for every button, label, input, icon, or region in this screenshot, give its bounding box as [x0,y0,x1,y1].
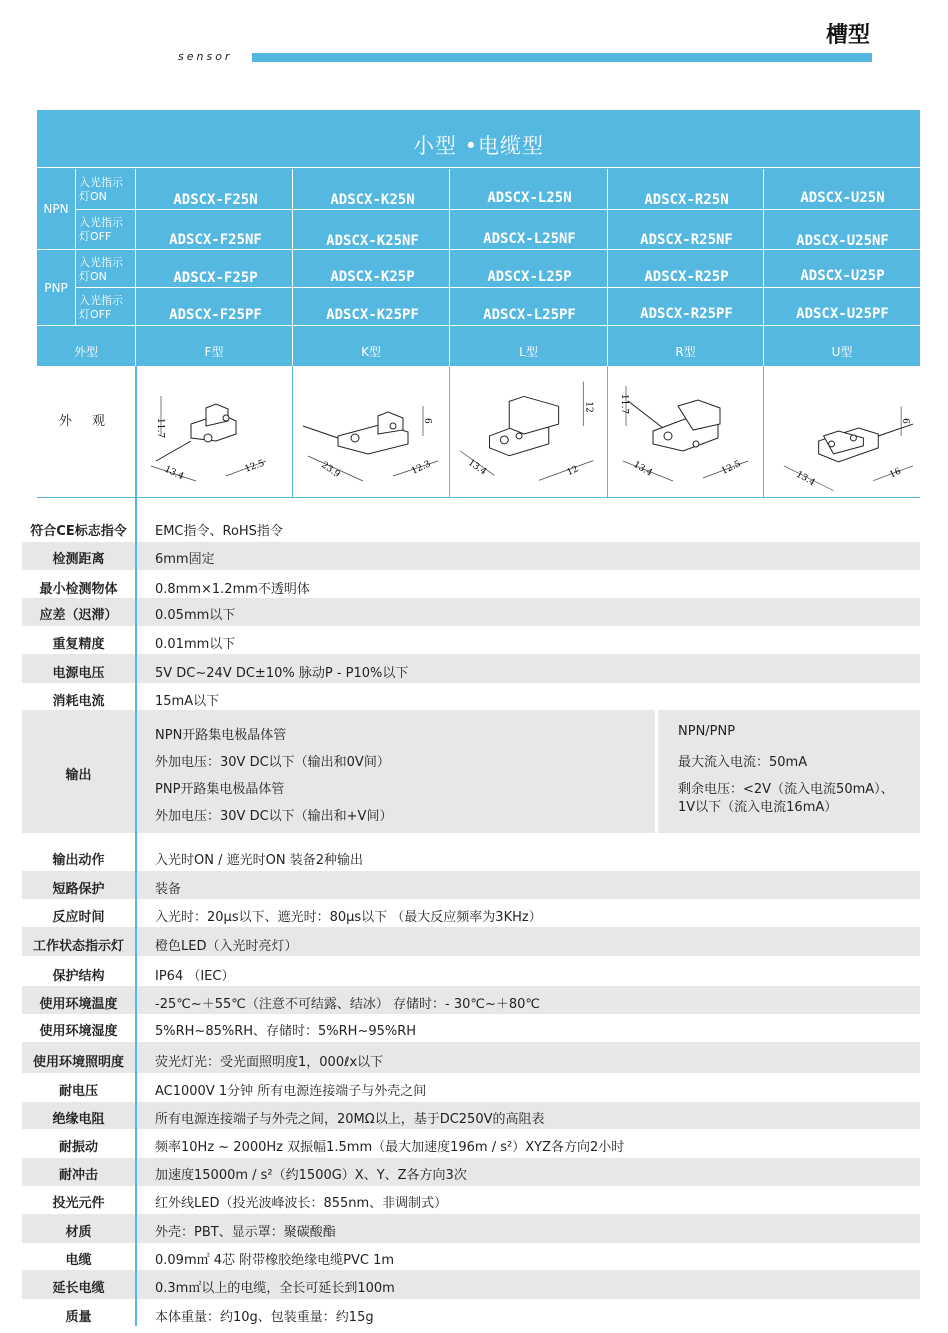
svg-text:6: 6 [422,418,432,424]
state-on-label-npn: 入光指示 灯ON [79,176,123,203]
spec-value: 0.3m㎡以上的电缆，全长可延长到100m [155,1281,395,1296]
spec-value: 外壳：PBT、显示罩：聚碳酸酯 [155,1225,336,1240]
spec-value: 加速度15000m / s²（约1500G）X、Y、Z各方向3次 [155,1168,467,1183]
shape-label: F型 [204,345,224,359]
output-right-panel [655,710,920,833]
model-cell: ADSCX-L25PF [483,307,576,323]
spec-label: 保护结构 [52,969,105,984]
spec-label: 绝缘电阻 [52,1112,105,1127]
svg-text:12: 12 [583,401,594,413]
svg-text:12.3: 12.3 [410,459,433,477]
spec-value: 0.01mm以下 [155,637,236,652]
model-cell: ADSCX-F25NF [169,232,262,248]
spec-label: 应差（迟滞） [39,608,118,623]
spec-label: 工作状态指示灯 [32,939,124,954]
shape-label: K型 [361,345,381,359]
spec-row [22,986,920,1014]
spec-row [22,871,920,899]
spec-row [22,683,920,710]
spec-row [22,1042,920,1073]
output-text: 1V以下（流入电流16mA） [678,800,838,815]
spec-value: 装备 [155,882,182,897]
svg-text:12: 12 [565,464,580,479]
spec-row [22,1073,920,1102]
spec-row [22,570,920,598]
spec-row [22,1243,920,1270]
spec-row [22,899,920,927]
model-cell: ADSCX-R25P [644,269,729,285]
pnp-label: PNP [44,280,68,295]
spec-row [22,514,920,542]
spec-value: 5V DC~24V DC±10% 脉动P - P10%以下 [155,666,409,681]
model-cell: ADSCX-U25P [800,268,885,284]
spec-value: 橙色LED（入光时亮灯） [155,939,298,954]
state-on-label-pnp: 入光指示 灯ON [79,256,123,283]
u-type-drawing [763,366,919,498]
table-divider-line [135,366,137,1326]
spec-label: 反应时间 [52,910,105,925]
spec-label: 使用环境温度 [39,997,118,1012]
spec-value: 所有电源连接端子与外壳之间，20MΩ以上，基于DC250V的高阻表 [155,1112,545,1127]
k-type-drawing [292,366,448,498]
spec-value: 本体重量：约10g、包装重量：约15g [155,1310,374,1325]
output-text: NPN开路集电极晶体管 [155,728,287,743]
spec-value: 入光时ON / 遮光时ON 装备2种输出 [155,853,363,868]
svg-text:13.4: 13.4 [466,457,488,478]
spec-label: 电源电压 [52,666,105,681]
spec-label: 短路保护 [52,882,105,897]
spec-value: 15mA以下 [155,694,220,709]
model-cell: ADSCX-L25N [487,190,572,206]
model-cell: ADSCX-K25N [330,192,415,208]
model-cell: ADSCX-F25P [173,270,258,286]
spec-row [22,654,920,683]
shape-label: L型 [519,345,538,359]
svg-text:13.4: 13.4 [162,464,186,483]
spec-row [22,1129,920,1158]
page-title: 槽型 [825,23,870,48]
model-cell: ADSCX-R25PF [640,306,733,322]
spec-label: 延长电缆 [52,1281,105,1296]
spec-value: 荧光灯光：受光面照明度1，000ℓx以下 [155,1055,384,1070]
appearance-label: 外 观 [58,414,114,429]
npn-label: NPN [43,202,69,216]
spec-value: AC1000V 1分钟 所有电源连接端子与外壳之间 [155,1084,427,1099]
spec-value: IP64 （IEC） [155,969,235,984]
model-cell: ADSCX-U25NF [796,233,889,249]
spec-row [22,1270,920,1299]
spec-row [22,1102,920,1129]
svg-text:11.7: 11.7 [619,394,629,415]
spec-row [22,956,920,986]
svg-text:11.7: 11.7 [155,418,165,439]
spec-value: EMC指令、RoHS指令 [155,524,283,539]
model-cell: ADSCX-R25NF [640,232,733,248]
svg-text:12.5: 12.5 [243,458,266,475]
f-type-drawing [135,366,291,498]
spec-row [22,1158,920,1186]
output-row [22,710,920,833]
output-text: 剩余电压：<2V（流入电流50mA）、 [678,782,894,797]
appearance-row [37,366,920,498]
spec-row [22,1186,920,1214]
spec-label: 使用环境照明度 [32,1055,124,1070]
model-cell: ADSCX-U25PF [796,306,889,322]
spec-label: 重复精度 [52,637,105,652]
svg-text:23.9: 23.9 [319,460,342,480]
model-cell: ADSCX-U25N [800,190,885,206]
svg-text:6: 6 [900,418,911,424]
output-text: PNP开路集电极晶体管 [155,782,285,797]
l-type-drawing [449,366,605,498]
spec-value: 频率10Hz ~ 2000Hz 双振幅1.5mm（最大加速度196m / s²）XYZ各方向2小时 [155,1140,625,1155]
spec-row [22,843,920,871]
spec-label: 符合CE标志指令 [30,524,127,539]
spec-row [22,542,920,570]
state-off-label-pnp: 入光指示 灯OFF [79,294,123,321]
svg-text:13.4: 13.4 [631,459,654,479]
spec-label: 消耗电流 [52,694,105,709]
output-text: 外加电压：30V DC以下（输出和0V间） [155,755,390,770]
spec-row [22,1014,920,1042]
header-bar [252,53,872,62]
shape-header: 外型 [73,345,98,359]
spec-label: 使用环境湿度 [39,1024,118,1039]
model-cell: ADSCX-K25NF [326,233,419,249]
output-text: NPN/PNP [678,724,736,739]
output-text: 外加电压：30V DC以下（输出和+V间） [155,809,393,824]
brand-text: sensor [178,50,233,63]
svg-text:16: 16 [888,466,903,481]
r-type-drawing [607,366,763,498]
model-cell: ADSCX-L25P [487,269,572,285]
model-cell: ADSCX-K25PF [326,307,419,323]
spec-label: 质量 [65,1310,92,1325]
svg-text:12.5: 12.5 [720,459,743,477]
model-cell: ADSCX-L25NF [483,231,576,247]
spec-label: 检测距离 [52,552,105,567]
spec-value: 红外线LED（投光波峰波长：855nm、非调制式） [155,1196,448,1211]
models-table [37,110,920,366]
output-text: 最大流入电流：50mA [678,755,808,770]
shape-label: U型 [831,345,853,359]
spec-label: 输出动作 [52,853,105,868]
spec-label: 电缆 [65,1253,92,1268]
svg-text:13.4: 13.4 [794,469,817,489]
spec-label: 投光元件 [52,1196,105,1211]
spec-value: 5%RH~85%RH、存储时：5%RH~95%RH [155,1024,417,1039]
spec-label: 耐电压 [58,1084,98,1099]
spec-value: 0.05mm以下 [155,608,236,623]
spec-row [22,626,920,654]
spec-value: 入光时：20μs以下、遮光时：80μs以下 （最大反应频率为3KHz） [155,910,542,925]
spec-value: 0.09m㎡ 4芯 附带橡胶绝缘电缆PVC 1m [155,1253,395,1268]
spec-label: 耐振动 [58,1140,98,1155]
spec-value: 0.8mm×1.2mm不透明体 [155,582,310,597]
shape-label: R型 [675,345,696,359]
section-title: 小型 •电缆型 [37,110,920,168]
model-cell: ADSCX-F25N [173,192,258,208]
spec-row [22,598,920,626]
model-cell: ADSCX-F25PF [169,307,262,323]
spec-label: 最小检测物体 [39,582,118,597]
spec-row [22,927,920,956]
spec-label: 耐冲击 [58,1168,98,1183]
spec-value: 6mm固定 [155,552,215,567]
state-off-label-npn: 入光指示 灯OFF [79,216,123,243]
spec-value: -25℃~＋55℃（注意不可结露、结冰） 存储时：- 30℃~＋80℃ [155,997,540,1012]
spec-row [22,1214,920,1243]
spec-label: 输出 [65,768,92,783]
model-cell: ADSCX-R25N [644,192,729,208]
spec-row [22,1299,920,1327]
model-cell: ADSCX-K25P [330,269,415,285]
spec-label: 材质 [65,1225,92,1240]
